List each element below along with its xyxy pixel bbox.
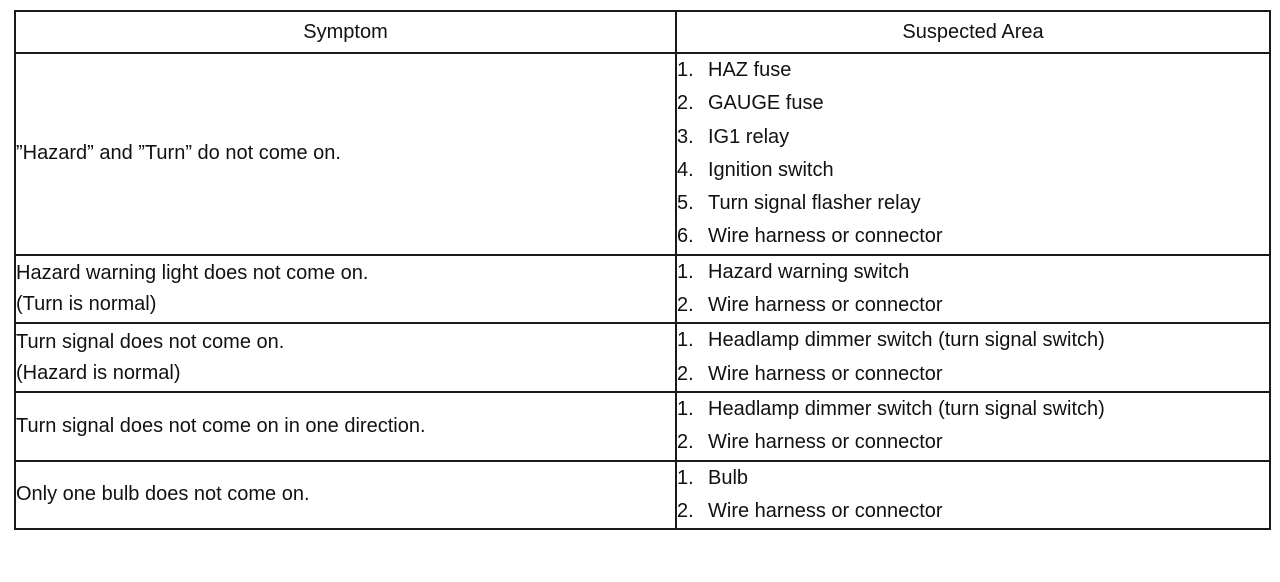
item-number: 6. [677, 225, 694, 248]
symptom-text: Turn signal does not come on. [16, 330, 285, 353]
list-item [677, 495, 1269, 528]
item-text: Ignition switch [708, 158, 834, 181]
item-text: Wire harness or connector [708, 225, 943, 248]
table-header-row [15, 11, 1270, 53]
item-number: 1. [677, 329, 694, 352]
table-row [15, 53, 1270, 255]
item-number: 3. [677, 125, 694, 148]
item-text: Wire harness or connector [708, 499, 943, 522]
symptom-note: (Hazard is normal) [16, 361, 181, 384]
symptom-text: Only one bulb does not come on. [16, 483, 310, 506]
list-item [677, 426, 1269, 459]
item-text: Wire harness or connector [708, 362, 943, 385]
suspected-area-list [677, 324, 1269, 391]
suspected-area-list [677, 462, 1269, 529]
symptom-cell [15, 255, 676, 324]
list-item [677, 462, 1269, 495]
item-number: 2. [677, 92, 694, 115]
list-item [677, 289, 1269, 322]
item-text: Bulb [708, 466, 749, 489]
list-item [677, 324, 1269, 357]
suspected-area-cell [676, 323, 1270, 392]
list-item [677, 358, 1269, 391]
item-text: Headlamp dimmer switch (turn signal switch) [708, 329, 1105, 352]
item-text: Wire harness or connector [708, 431, 943, 454]
symptom-cell [15, 461, 676, 530]
symptom-table [14, 10, 1271, 530]
table-row [15, 392, 1270, 461]
suspected-area-list [677, 256, 1269, 323]
list-item [677, 87, 1269, 120]
item-text: Hazard warning switch [708, 260, 910, 283]
list-item [677, 220, 1269, 253]
list-item [677, 187, 1269, 220]
item-number: 1. [677, 59, 694, 81]
symptom-text: Hazard warning light does not come on. [16, 262, 369, 285]
item-number: 1. [677, 397, 694, 420]
suspected-area-cell [676, 461, 1270, 530]
item-text: Wire harness or connector [708, 294, 943, 317]
item-number: 1. [677, 260, 694, 283]
table-row [15, 461, 1270, 530]
item-number: 5. [677, 192, 694, 215]
list-item [677, 54, 1269, 87]
item-number: 1. [677, 466, 694, 489]
item-number: 2. [677, 499, 694, 522]
suspected-area-cell [676, 53, 1270, 255]
list-item [677, 393, 1269, 426]
suspected-area-cell [676, 392, 1270, 461]
item-number: 2. [677, 362, 694, 385]
symptom-cell [15, 323, 676, 392]
symptom-text: ”Hazard” and ”Turn” do not come on. [16, 142, 341, 165]
item-text: IG1 relay [708, 125, 790, 148]
item-number: 2. [677, 294, 694, 317]
item-number: 2. [677, 431, 694, 454]
item-number: 4. [677, 158, 694, 181]
table-row [15, 255, 1270, 324]
suspected-area-list [677, 393, 1269, 460]
suspected-area-cell [676, 255, 1270, 324]
list-item [677, 121, 1269, 154]
suspected-area-list [677, 54, 1269, 254]
list-item [677, 154, 1269, 187]
symptom-cell [15, 53, 676, 255]
item-text: Headlamp dimmer switch (turn signal switch) [708, 397, 1105, 420]
table-row [15, 323, 1270, 392]
item-text: GAUGE fuse [708, 92, 824, 115]
item-text: Turn signal flasher relay [708, 192, 921, 215]
item-text: HAZ fuse [708, 59, 792, 81]
suspected-area-column-header: Suspected Area [676, 11, 1270, 53]
symptom-note: (Turn is normal) [16, 293, 157, 316]
list-item [677, 256, 1269, 289]
symptom-column-header: Symptom [15, 11, 676, 53]
symptom-text: Turn signal does not come on in one direction. [16, 414, 426, 437]
symptom-cell [15, 392, 676, 461]
